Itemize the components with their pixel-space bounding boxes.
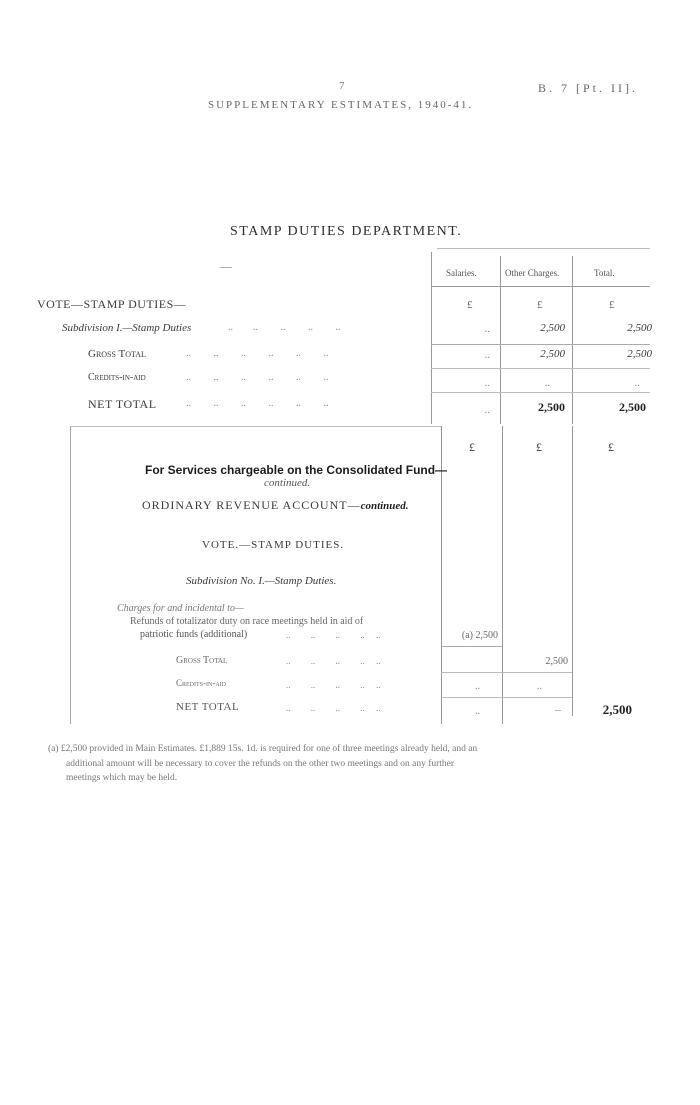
page-number: 7 [339,80,345,92]
running-title: SUPPLEMENTARY ESTIMATES, 1940-41. [208,99,474,111]
footnote-line2: additional amount will be necessary to cover the refunds on the other two meetings and on any further [66,759,455,769]
summary-header-rule [431,286,650,287]
leader-dots: .. .. .. .. .. [286,703,381,713]
summary-row-label: Gross Total [88,348,146,360]
footnote-line1: (a) £2,500 provided in Main Estimates. £1,889 15s. 1d. is required for one of three meetings already held, and an [48,744,478,754]
summary-rule-1 [431,344,650,345]
department-title: STAMP DUTIES DEPARTMENT. [230,224,463,239]
currency-other: £ [537,299,543,311]
document-reference: B. 7 [Pt. II]. [538,81,638,95]
consolidated-fund-heading-text: For Services chargeable on the Consolidated Fund— [145,463,448,477]
vote-title: VOTE—STAMP DUTIES— [37,297,187,311]
account-heading [142,498,409,513]
gross-rule [441,672,572,673]
summary-top-rule [437,248,650,249]
summary-row-label: Credits-in-aid [88,372,146,383]
detail-net-label: NET TOTAL [176,701,240,713]
column-header-salaries: Salaries. [446,268,477,278]
salaries-value: .. [484,323,490,335]
column-header-total: Total. [594,268,615,278]
charges-label: Charges for and incidental to— [117,603,244,614]
summary-divider-3 [572,256,573,424]
currency-total: £ [609,299,615,311]
column-header-other-charges: Other Charges. [505,268,560,278]
detail-net-total: 2,500 [602,702,632,717]
detail-credits-label: Credits-in-aid [176,678,226,688]
detail-divider-2 [502,426,503,724]
other-charges-value: .. [544,377,550,389]
salaries-value: .. [484,404,490,416]
item-amount: (a) 2,500 [461,630,498,641]
detail-net-salaries: .. [475,706,480,717]
account-heading-text: ORDINARY REVENUE ACCOUNT— [142,498,361,512]
detail-currency-other: £ [536,440,542,454]
total-value: 2,500 [627,322,652,334]
detail-net-dash: – [555,702,561,716]
other-charges-value: 2,500 [538,400,565,414]
detail-credits-other: .. [537,681,542,692]
detail-currency-salaries: £ [469,440,475,454]
total-value: .. [634,377,640,389]
leader-dots: .. .. .. .. .. [228,322,341,333]
detail-subdivision-title: Subdivision No. I.—Stamp Duties. [186,575,337,587]
item-amount-rule [441,646,502,647]
detail-credits-salaries: .. [475,681,480,692]
salaries-value: .. [484,377,490,389]
leader-dots: .. .. .. .. .. [286,680,381,690]
detail-divider-3 [572,426,573,716]
detail-gross-amount: 2,500 [545,656,568,667]
detail-left-border [70,426,71,724]
summary-row-label: Subdivision I.—Stamp Duties [62,322,192,334]
other-charges-value: 2,500 [540,322,565,334]
leader-dots: .. .. .. .. .. .. [186,372,329,383]
credits-rule [441,697,572,698]
detail-gross-label: Gross Total [176,655,228,666]
summary-divider-2 [500,256,501,424]
summary-rule-2 [431,368,650,369]
summary-row-label: NET TOTAL [88,397,157,411]
total-value: 2,500 [627,348,652,360]
summary-divider-1 [431,252,432,424]
consolidated-fund-continued: continued. [264,477,311,489]
item-description-line2: patriotic funds (additional) [140,629,248,640]
leader-dots: .. .. .. .. .. [286,656,381,666]
detail-currency-total: £ [608,440,614,454]
account-heading-continued: continued. [360,500,409,512]
leader-dots: .. .. .. .. .. .. [186,348,329,359]
other-charges-value: 2,500 [540,348,565,360]
leader-dots: .. .. .. .. .. .. [186,398,329,409]
summary-dash: — [220,259,232,273]
consolidated-fund-heading [145,463,447,477]
summary-rule-3 [431,392,650,393]
salaries-value: .. [484,349,490,361]
detail-top-rule [70,426,442,427]
footnote-line3: meetings which may be held. [66,773,178,783]
leader-dots: .. .. .. .. .. [286,630,381,640]
total-value: 2,500 [619,400,646,414]
detail-vote-title: VOTE.—STAMP DUTIES. [202,539,345,551]
item-description-line1: Refunds of totalizator duty on race meetings held in aid of [130,616,364,627]
currency-salaries: £ [467,299,473,311]
